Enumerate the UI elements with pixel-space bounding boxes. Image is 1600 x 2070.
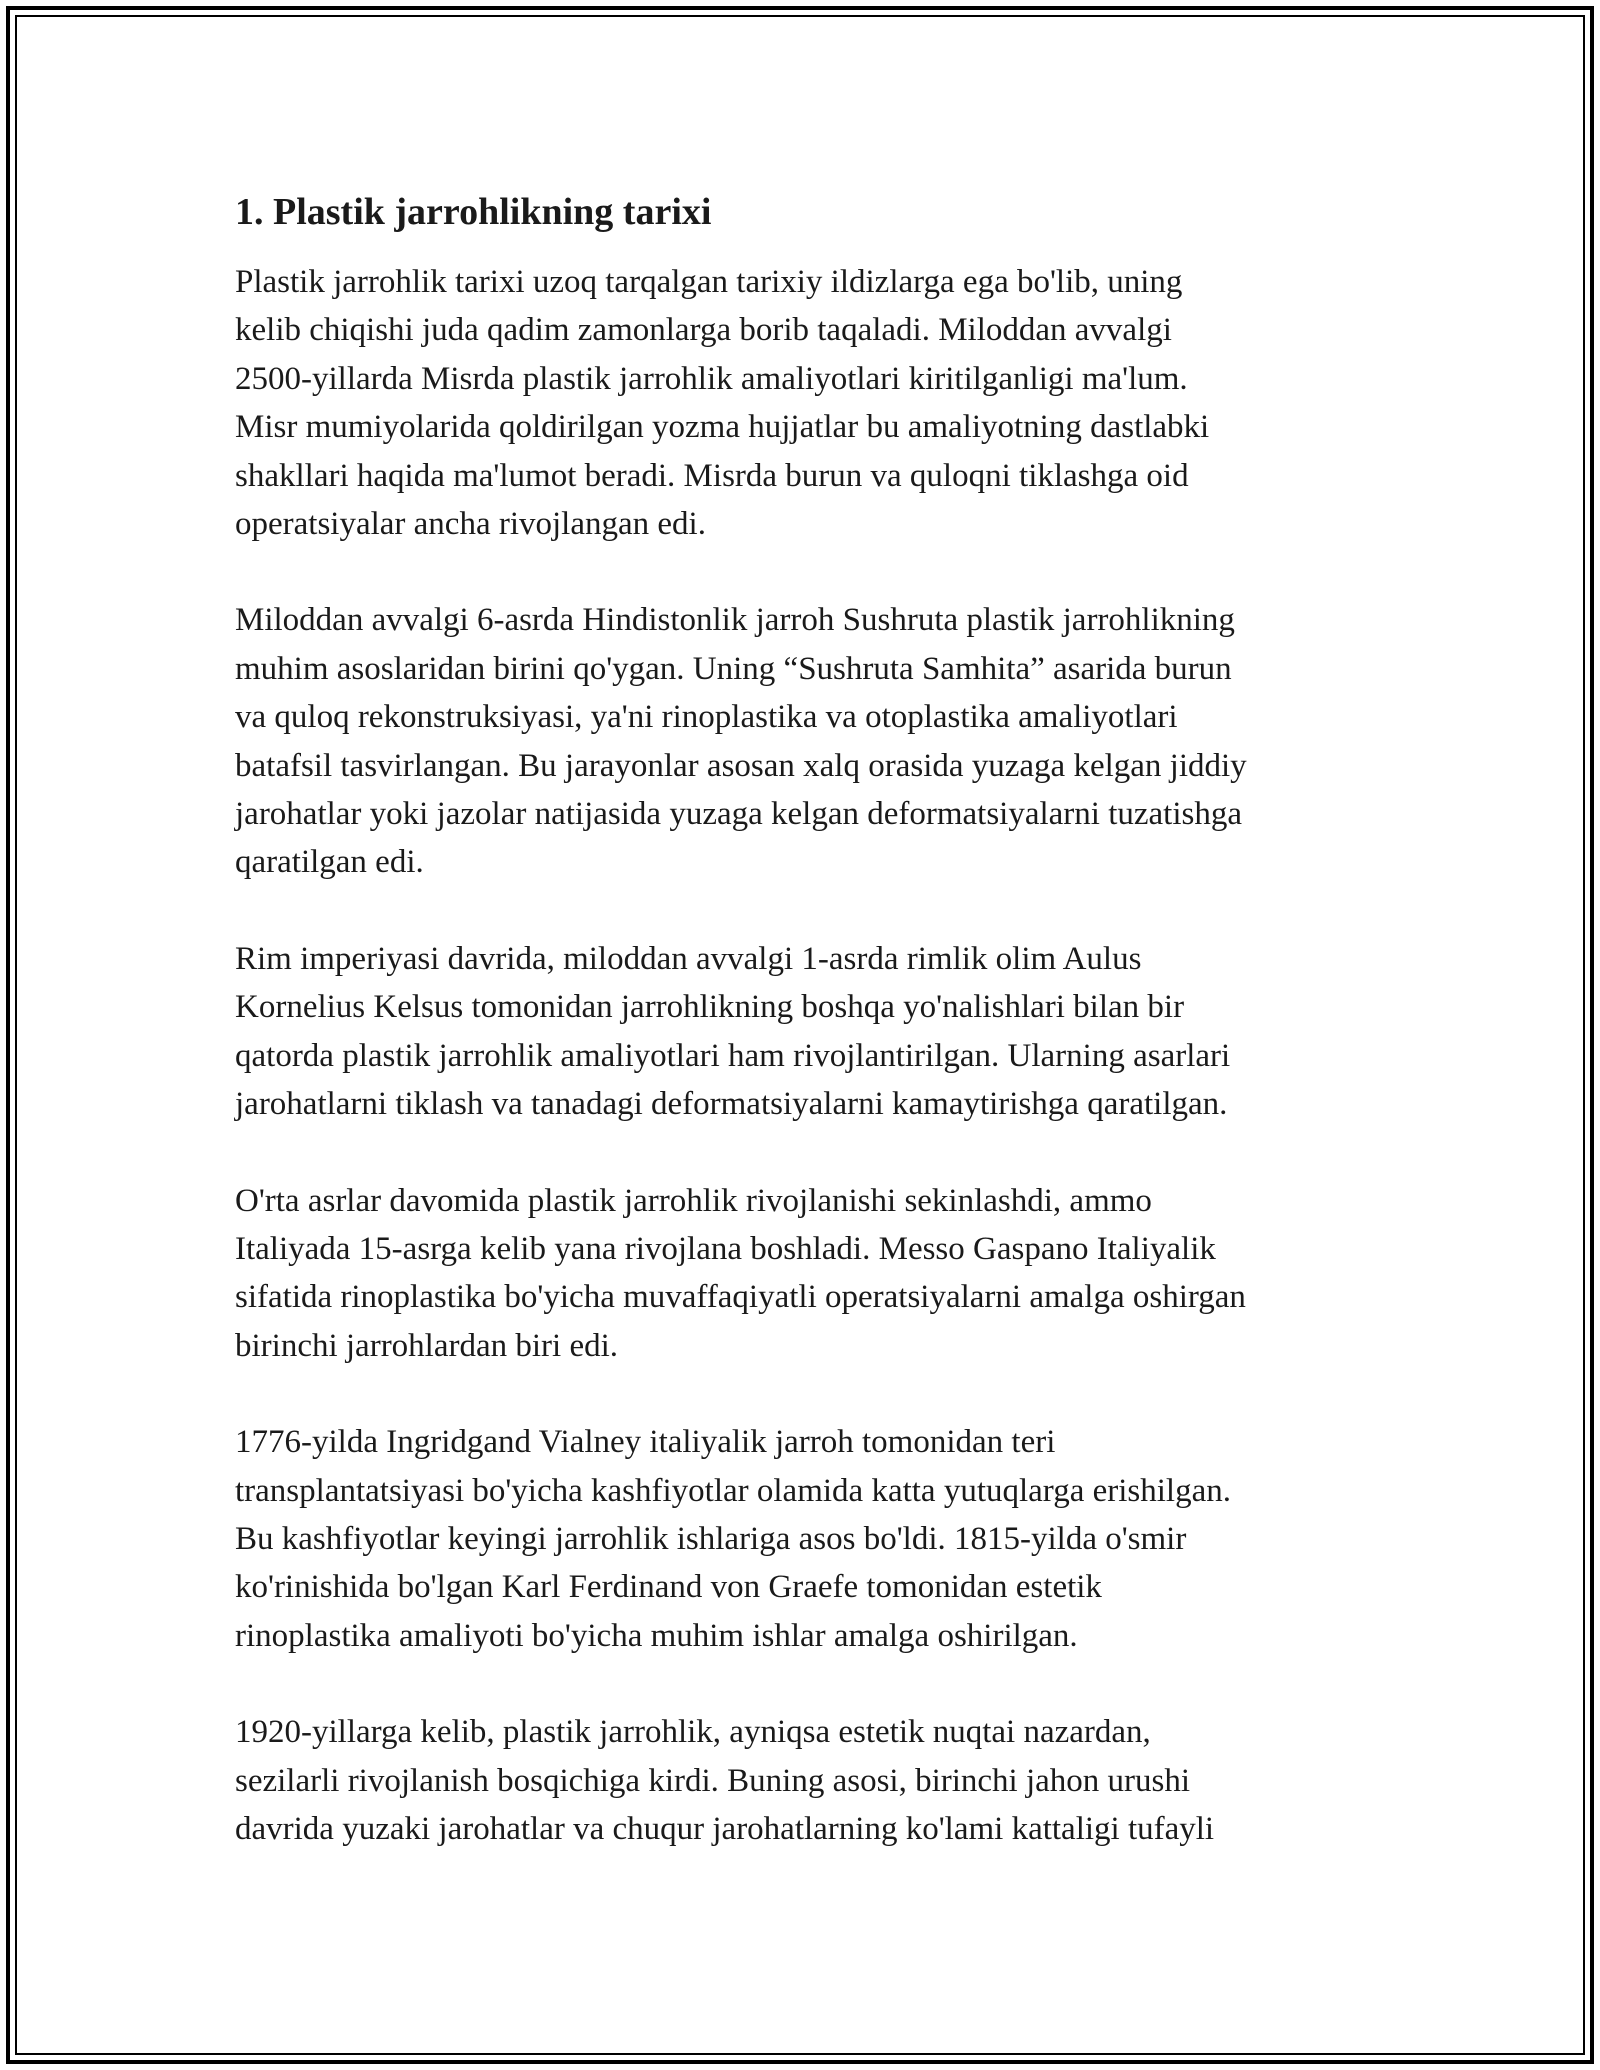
text-line: Kornelius Kelsus tomonidan jarrohlikning boshqa yo'nalishlari bilan bir bbox=[235, 989, 1185, 1026]
text-line: batafsil tasvirlangan. Bu jarayonlar asosan xalq orasida yuzaga kelgan jiddiy bbox=[235, 747, 1247, 784]
text-line: Rim imperiyasi davrida, miloddan avvalgi 1-asrda rimlik olim Aulus bbox=[235, 940, 1142, 977]
paragraph-rome bbox=[235, 935, 1415, 1129]
paragraph-1920s bbox=[235, 1708, 1415, 1853]
text-line: muhim asoslaridan birini qo'ygan. Uning “Sushruta Samhita” asarida burun bbox=[235, 650, 1232, 687]
text-line: transplantatsiyasi bo'yicha kashfiyotlar olamida katta yutuqlarga erishilgan. bbox=[235, 1472, 1231, 1509]
text-line: 1920-yillarga kelib, plastik jarrohlik, ayniqsa estetik nuqtai nazardan, bbox=[235, 1714, 1151, 1751]
paragraph-1776 bbox=[235, 1418, 1415, 1660]
text-line: Miloddan avvalgi 6-asrda Hindistonlik jarroh Sushruta plastik jarrohlikning bbox=[235, 602, 1235, 639]
document-body bbox=[235, 188, 1415, 1901]
text-line: qatorda plastik jarrohlik amaliyotlari ham rivojlantirilgan. Ularning asarlari bbox=[235, 1037, 1231, 1074]
paragraph-middle-ages bbox=[235, 1177, 1415, 1371]
text-line: birinchi jarrohlardan biri edi. bbox=[235, 1327, 619, 1364]
text-line: rinoplastika amaliyoti bo'yicha muhim ishlar amalga oshirilgan. bbox=[235, 1617, 1078, 1654]
text-line: Italiyada 15-asrga kelib yana rivojlana boshladi. Messo Gaspano Italiyalik bbox=[235, 1230, 1216, 1267]
text-line: davrida yuzaki jarohatlar va chuqur jarohatlarning ko'lami kattaligi tufayli bbox=[235, 1810, 1215, 1847]
text-line: jarohatlarni tiklash va tanadagi deformatsiyalarni kamaytirishga qaratilgan. bbox=[235, 1086, 1228, 1123]
text-line: 1776-yilda Ingridgand Vialney italiyalik jarroh tomonidan teri bbox=[235, 1424, 1056, 1461]
text-line: shakllari haqida ma'lumot beradi. Misrda burun va quloqni tiklashga oid bbox=[235, 457, 1189, 494]
text-line: jarohatlar yoki jazolar natijasida yuzaga kelgan deformatsiyalarni tuzatishga bbox=[235, 796, 1242, 833]
text-line: va quloq rekonstruksiyasi, ya'ni rinoplastika va otoplastika amaliyotlari bbox=[235, 699, 1178, 736]
text-line: qaratilgan edi. bbox=[235, 844, 424, 881]
text-line: sezilarli rivojlanish bosqichiga kirdi. Buning asosi, birinchi jahon urushi bbox=[235, 1762, 1191, 1799]
text-line: operatsiyalar ancha rivojlangan edi. bbox=[235, 506, 706, 543]
section-title: 1. Plastik jarrohlikning tarixi bbox=[235, 191, 712, 233]
text-line: sifatida rinoplastika bo'yicha muvaffaqiyatli operatsiyalarni amalga oshirgan bbox=[235, 1279, 1246, 1316]
text-line: Plastik jarrohlik tarixi uzoq tarqalgan tarixiy ildizlarga ega bo'lib, uning bbox=[235, 264, 1183, 300]
paragraph-india bbox=[235, 596, 1415, 886]
text-line: Bu kashfiyotlar keyingi jarrohlik ishlariga asos bo'ldi. 1815-yilda o'smir bbox=[235, 1520, 1187, 1557]
text-line: O'rta asrlar davomida plastik jarrohlik rivojlanishi sekinlashdi, ammo bbox=[235, 1182, 1152, 1219]
text-line: 2500-yillarda Misrda plastik jarrohlik amaliyotlari kiritilganligi ma'lum. bbox=[235, 360, 1188, 397]
text-line: kelib chiqishi juda qadim zamonlarga borib taqaladi. Miloddan avvalgi bbox=[235, 312, 1172, 349]
paragraph-egypt bbox=[235, 258, 1415, 548]
text-line: Misr mumiyolarida qoldirilgan yozma hujjatlar bu amaliyotning dastlabki bbox=[235, 409, 1210, 446]
text-line: ko'rinishida bo'lgan Karl Ferdinand von Graefe tomonidan estetik bbox=[235, 1569, 1102, 1606]
